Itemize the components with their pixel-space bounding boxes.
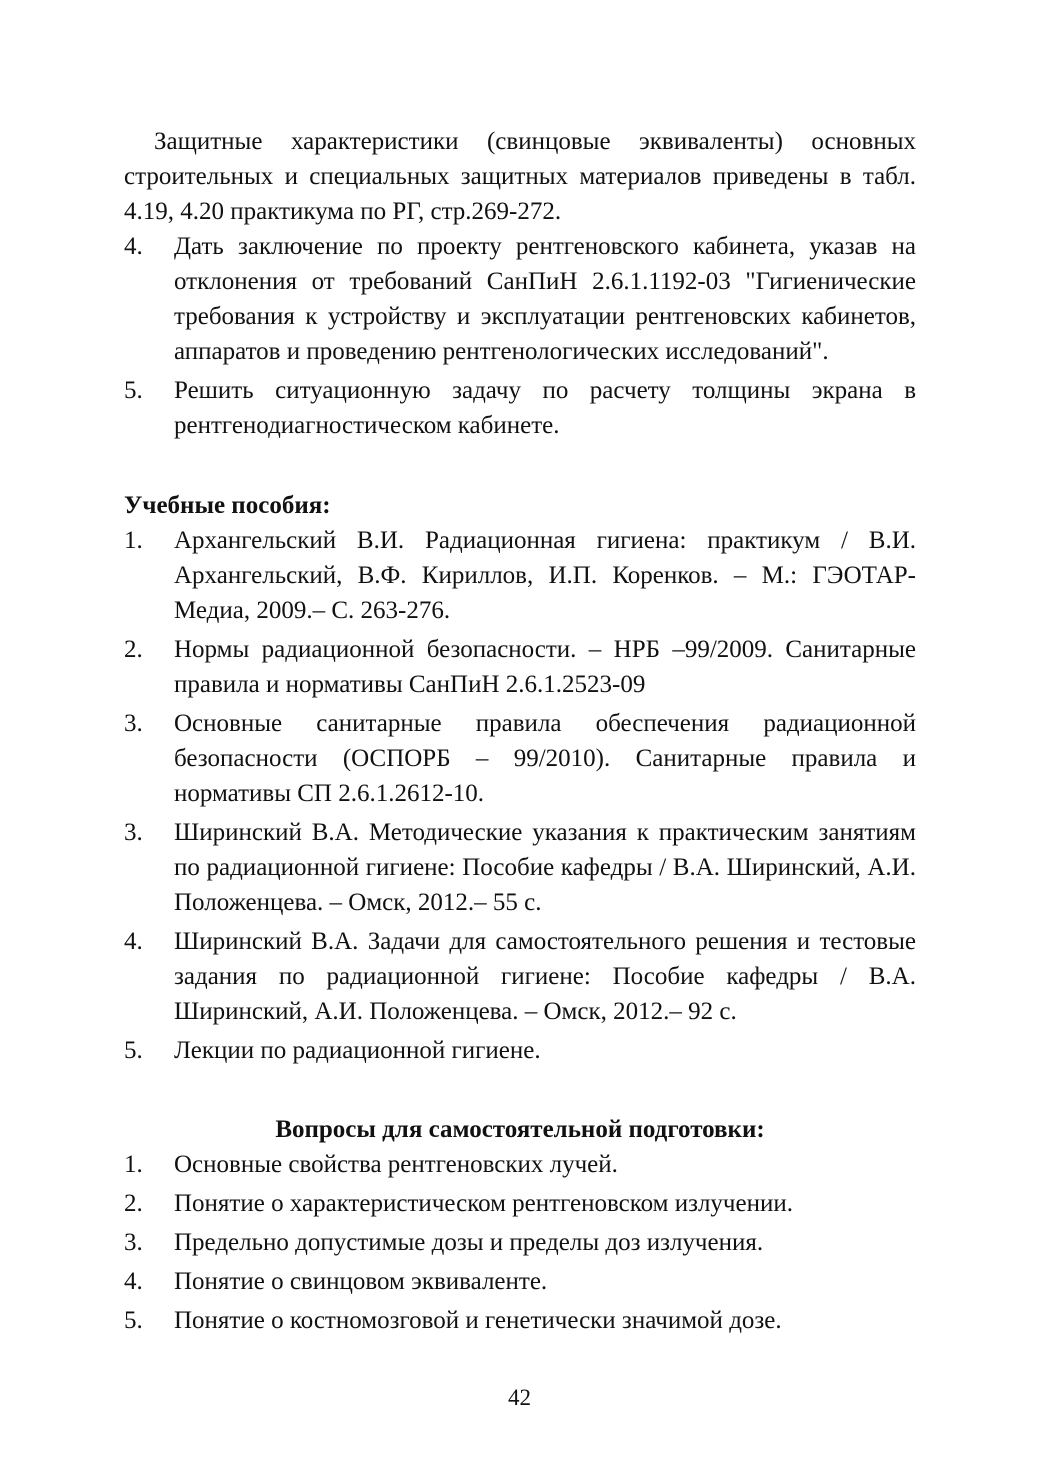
item-text: Архангельский В.И. Радиационная гигиена: практикум / В.И. Архангельский, В.Ф. Кириллов, И.П. Коренков. – М.: ГЭОТАР-Медиа, 2009.– С. 263-276.	[174, 527, 916, 624]
questions-list	[124, 1147, 916, 1338]
item-text: Решить ситуационную задачу по расчету толщины экрана в рентгенодиагностическом кабинете.	[174, 377, 916, 439]
textbooks-list	[124, 523, 916, 1068]
list-item	[124, 924, 916, 1029]
item-text: Понятие о свинцовом эквиваленте.	[174, 1268, 548, 1295]
list-item	[124, 1225, 916, 1260]
item-text: Лекции по радиационной гигиене.	[174, 1037, 541, 1064]
item-number: 1.	[124, 527, 143, 554]
list-item	[124, 1186, 916, 1221]
item-number: 5.	[124, 1307, 143, 1334]
item-text: Ширинский В.А. Задачи для самостоятельного решения и тестовые задания по радиационной гигиене: Пособие кафедры / В.А. Ширинский, А.И. Положенцева. – Омск, 2012.– 92 с.	[174, 928, 916, 1025]
item-text: Нормы радиационной безопасности. – НРБ –99/2009. Санитарные правила и нормативы СанПиН 2.6.1.2523-09	[174, 636, 916, 698]
page-number: 42	[508, 1385, 531, 1410]
list-item	[124, 706, 916, 811]
list-item	[124, 373, 916, 443]
item-number: 2.	[124, 636, 143, 663]
list-item	[124, 1303, 916, 1338]
item-text: Основные свойства рентгеновских лучей.	[174, 1151, 618, 1178]
list-item	[124, 632, 916, 702]
item-number: 3.	[124, 819, 143, 846]
item-number: 1.	[124, 1151, 143, 1178]
item-number: 5.	[124, 377, 143, 404]
list-item	[124, 1264, 916, 1299]
item-number: 4.	[124, 233, 143, 260]
list-item	[124, 523, 916, 628]
item-number: 3.	[124, 710, 143, 737]
list-item	[124, 1033, 916, 1068]
item-number: 4.	[124, 928, 143, 955]
item-text: Понятие о характеристическом рентгеновском излучении.	[174, 1190, 793, 1217]
list-item	[124, 1147, 916, 1182]
item-text: Понятие о костномозговой и генетически значимой дозе.	[174, 1307, 782, 1334]
item-number: 2.	[124, 1190, 143, 1217]
document-page	[124, 124, 916, 1342]
intro-paragraph: Защитные характеристики (свинцовые эквиваленты) основных строительных и специальных защитных материалов приведены в табл. 4.19, 4.20 практикума по РГ, стр.269-272.	[124, 128, 916, 225]
list-item	[124, 815, 916, 920]
item-text: Дать заключение по проекту рентгеновского кабинета, указав на отклонения от требований СанПиН 2.6.1.1192-03 "Гигиенические требования к устройству и эксплуатации рентгеновских кабинетов, аппаратов и проведению рентгенологических исследований".	[174, 233, 916, 365]
item-text: Основные санитарные правила обеспечения радиационной безопасности (ОСПОРБ – 99/2010). Санитарные правила и нормативы СП 2.6.1.2612-10.	[174, 710, 916, 807]
item-text: Предельно допустимые дозы и пределы доз излучения.	[174, 1229, 764, 1256]
item-number: 4.	[124, 1268, 143, 1295]
item-text: Ширинский В.А. Методические указания к практическим занятиям по радиационной гигиене: Пособие кафедры / В.А. Ширинский, А.И. Положенцева. – Омск, 2012.– 55 с.	[174, 819, 916, 916]
textbooks-heading: Учебные пособия:	[124, 492, 331, 519]
list-item	[124, 229, 916, 369]
item-number: 3.	[124, 1229, 143, 1256]
task-list	[124, 229, 916, 443]
questions-heading: Вопросы для самостоятельной подготовки:	[275, 1116, 765, 1143]
item-number: 5.	[124, 1037, 143, 1064]
